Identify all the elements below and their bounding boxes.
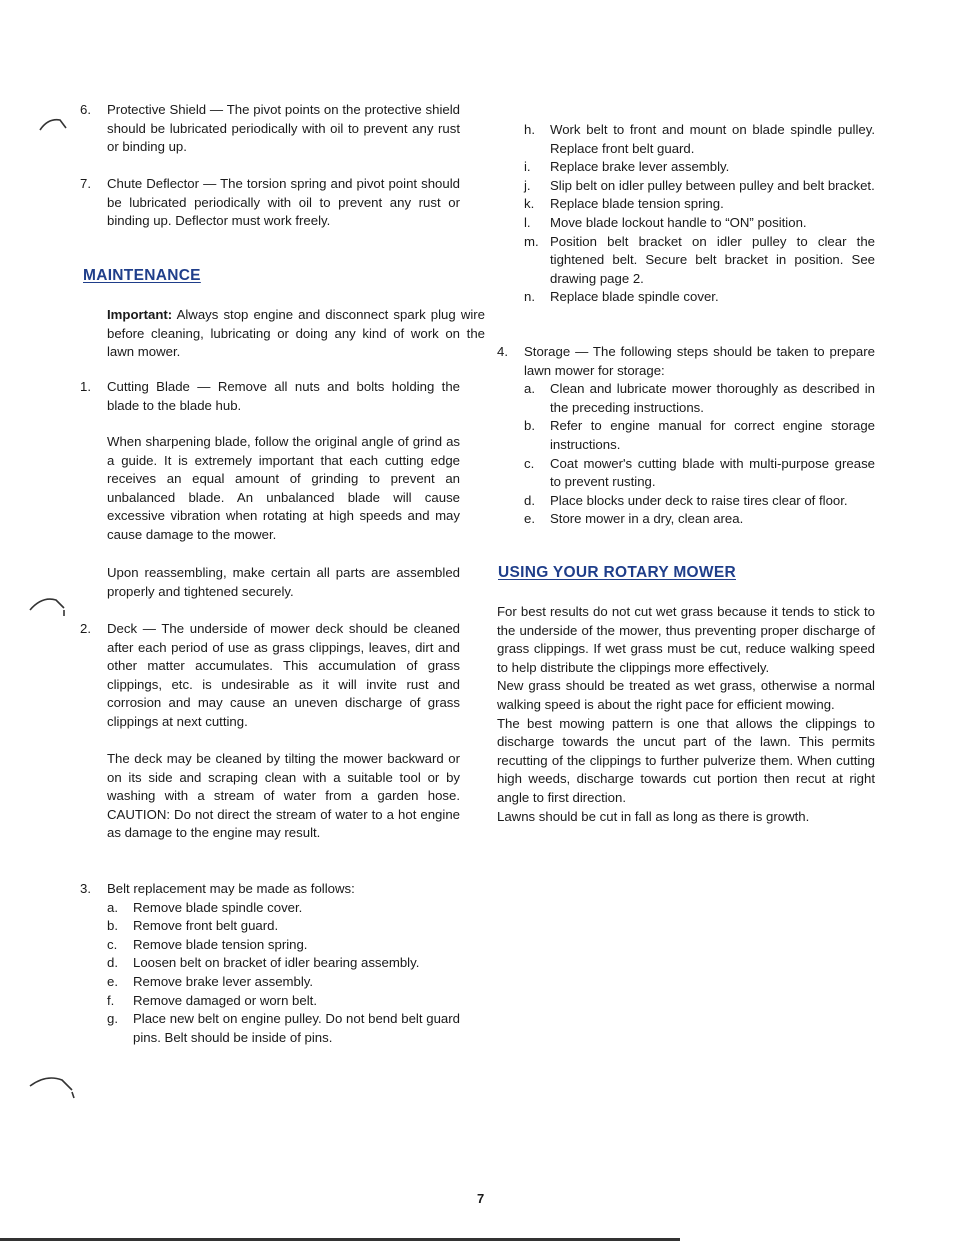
list-item	[107, 992, 460, 1011]
step-letter: n.	[524, 289, 535, 305]
list-item	[107, 936, 460, 955]
step-text: Coat mower's cutting blade with multi-purpose grease to prevent rusting.	[550, 455, 875, 490]
item-text: Belt replacement may be made as follows:	[107, 881, 355, 896]
list-item	[524, 158, 875, 177]
item-text: Cutting Blade — Remove all nuts and bolts holding the blade to the blade hub.	[107, 379, 460, 413]
using-paragraph-3: The best mowing pattern is one that allows the clippings to discharge towards the uncut part of the lawn. This permits recutting of the clippings to further pulverize them. When cutting high weeds, discharge towards cut portion then recut at right angle to first direction.	[497, 715, 875, 805]
step-text: Remove blade spindle cover.	[133, 899, 303, 915]
belt-steps-continued-list	[524, 121, 875, 307]
using-paragraph-4: Lawns should be cut in fall as long as there is growth.	[497, 808, 810, 824]
list-item	[524, 195, 875, 214]
list-item	[524, 288, 875, 307]
using-paragraph-2: New grass should be treated as wet grass, otherwise a normal walking speed is about the right pace for efficient mowing.	[497, 678, 875, 712]
step-letter: f.	[107, 992, 115, 1008]
item-text: Protective Shield — The pivot points on the protective shield should be lubricated periodically with oil to prevent any rust or binding up.	[107, 102, 460, 155]
step-letter: d.	[107, 955, 118, 971]
section-item-6	[80, 101, 460, 157]
step-letter: c.	[107, 936, 118, 952]
step-text: Move blade lockout handle to “ON” position.	[550, 214, 807, 230]
step-letter: g.	[107, 1011, 118, 1027]
list-item	[524, 510, 875, 529]
section-item-1	[80, 378, 460, 415]
reassembling-paragraph: Upon reassembling, make certain all parts are assembled properly and tightened securely.	[107, 565, 460, 599]
step-letter: e.	[524, 511, 535, 527]
step-text: Remove front belt guard.	[133, 918, 279, 934]
list-item	[107, 899, 460, 918]
step-text: Clean and lubricate mower thoroughly as described in the preceding instructions.	[550, 381, 875, 415]
item-number: 2.	[80, 621, 91, 636]
deck-cleaning-paragraph: The deck may be cleaned by tilting the mower backward or on its side and scraping clean with a suitable tool or by washing with a stream of water from a garden hose. CAUTION: Do not direct the stream of water to a hot engine as damage to the engine may result.	[107, 751, 460, 841]
item-number: 1.	[80, 379, 91, 394]
step-letter: b.	[107, 918, 118, 934]
sharpening-paragraph: When sharpening blade, follow the original angle of grind as a guide. It is extremely important that each cutting edge receives an equal amount of grinding to prevent an unbalanced blade. An unbalanced blade will cause excessive vibration when rotating at high speeds and may cause damage to the mower.	[107, 434, 460, 542]
maintenance-heading: MAINTENANCE	[83, 267, 201, 284]
storage-section	[497, 343, 875, 529]
item-number: 7.	[80, 176, 91, 191]
storage-steps-list	[497, 380, 875, 529]
step-text: Place blocks under deck to raise tires clear of floor.	[550, 492, 848, 508]
section-item-4	[497, 343, 875, 380]
list-item	[107, 1010, 460, 1047]
step-text: Replace blade tension spring.	[550, 196, 724, 212]
item-number: 6.	[80, 102, 91, 117]
list-item	[524, 380, 875, 417]
section-item-3	[80, 880, 460, 899]
list-item	[524, 214, 875, 233]
using-mower-heading: USING YOUR ROTARY MOWER	[498, 564, 736, 581]
step-letter: l.	[524, 214, 531, 230]
section-item-7	[80, 175, 460, 231]
list-item	[524, 233, 875, 289]
step-text: Store mower in a dry, clean area.	[550, 511, 744, 527]
binding-mark-bottom	[28, 1070, 80, 1100]
step-text: Remove blade tension spring.	[133, 936, 308, 952]
step-letter: a.	[107, 899, 118, 915]
step-letter: k.	[524, 196, 535, 212]
list-item	[107, 973, 460, 992]
item-text: Deck — The underside of mower deck should be cleaned after each period of use as grass clippings, leaves, dirt and other matter accumulates. This accumulation of grass clippings, etc. is undesirable as it will invite rust and corrosion and may cause an uneven discharge of grass clippings at next cutting.	[107, 621, 460, 729]
step-letter: e.	[107, 973, 118, 989]
step-text: Remove damaged or worn belt.	[133, 992, 317, 1008]
step-letter: m.	[524, 233, 539, 249]
step-text: Work belt to front and mount on blade spindle pulley. Replace front belt guard.	[550, 122, 875, 156]
list-item	[107, 954, 460, 973]
important-note	[107, 306, 485, 362]
important-text: Always stop engine and disconnect spark plug wire before cleaning, lubricating or doing any kind of work on the lawn mower.	[107, 307, 485, 360]
list-item	[524, 177, 875, 196]
item-number: 3.	[80, 881, 91, 896]
list-item	[524, 455, 875, 492]
step-text: Slip belt on idler pulley between pulley and belt bracket.	[550, 177, 875, 193]
step-text: Loosen belt on bracket of idler bearing assembly.	[133, 955, 420, 971]
step-text: Replace brake lever assembly.	[550, 159, 730, 175]
using-mower-body	[497, 603, 875, 826]
step-letter: c.	[524, 455, 535, 471]
bottom-rule	[0, 1238, 680, 1241]
step-letter: a.	[524, 381, 535, 397]
important-label: Important:	[107, 307, 173, 322]
step-text: Replace blade spindle cover.	[550, 289, 719, 305]
list-item	[524, 492, 875, 511]
list-item	[524, 121, 875, 158]
belt-replacement-section	[80, 880, 460, 1047]
item-text: Chute Deflector — The torsion spring and pivot point should be lubricated periodically with oil to prevent any rust or binding up. Deflector must work freely.	[107, 176, 460, 229]
step-text: Remove brake lever assembly.	[133, 973, 314, 989]
step-text: Refer to engine manual for correct engine storage instructions.	[550, 418, 875, 452]
list-item	[524, 417, 875, 454]
step-letter: j.	[524, 177, 531, 193]
item-number: 4.	[497, 344, 508, 359]
step-letter: i.	[524, 159, 531, 175]
step-letter: b.	[524, 418, 535, 434]
item-text: Storage — The following steps should be taken to prepare lawn mower for storage:	[524, 344, 875, 378]
using-paragraph-1: For best results do not cut wet grass because it tends to stick to the underside of the mower, thus preventing proper discharge of grass clippings. If wet grass must be cut, reduce walking speed to help distribute the clippings more effectively.	[497, 604, 875, 675]
step-text: Position belt bracket on idler pulley to clear the tightened belt. Secure belt bracket in position. See drawing page 2.	[550, 233, 875, 286]
page-number: 7	[477, 1191, 485, 1206]
step-letter: d.	[524, 492, 535, 508]
belt-steps-list	[80, 899, 460, 1048]
list-item	[107, 917, 460, 936]
section-item-2	[80, 620, 460, 732]
binding-mark-middle	[28, 592, 68, 618]
binding-mark-top	[38, 114, 68, 136]
step-letter: h.	[524, 122, 535, 137]
step-text: Place new belt on engine pulley. Do not bend belt guard pins. Belt should be inside of pins.	[133, 1011, 460, 1045]
